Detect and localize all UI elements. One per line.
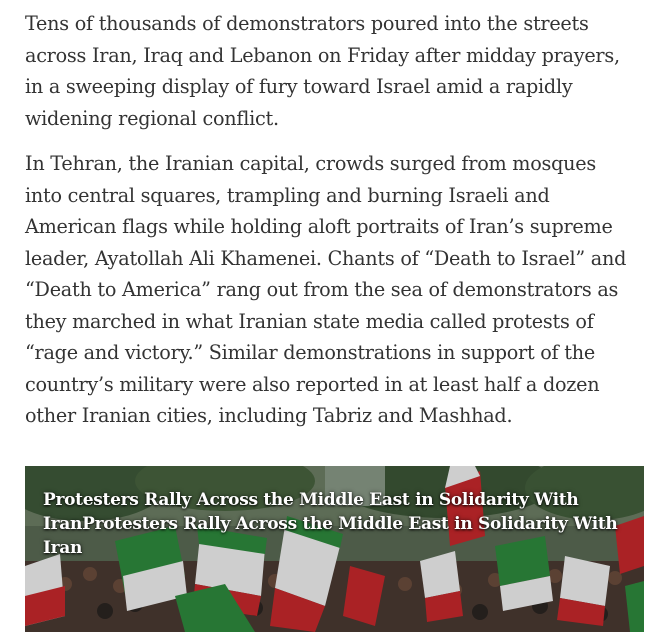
photo-caption-line: Iran [43,538,83,558]
photo-caption-line: IranProtesters Rally Across the Middle East in Solidarity With [43,514,618,534]
photo-caption[interactable] [43,488,633,560]
article-body [25,8,637,446]
article-paragraph: Tens of thousands of demonstrators poured into the streets across Iran, Iraq and Lebanon on Friday after midday prayers, in a sweeping display of fury toward Israel amid a rapidly widening regional conflict. [25,12,620,130]
article-photo-link[interactable] [25,466,644,632]
article-paragraph: In Tehran, the Iranian capital, crowds surged from mosques into central squares, trampling and burning Israeli and American flags while holding aloft portraits of Iran’s supreme leader, Ayatollah Ali Khamenei. Chants of “Death to Israel” and “Death to America” rang out from the sea of demonstrators as they marched in what Iranian state media called protests of “rage and victory.” Similar demonstrations in support of the country’s military were also reported in at least half a dozen other Iranian cities, including Tabriz and Mashhad. [25,152,627,427]
photo-caption-line: Protesters Rally Across the Middle East in Solidarity With [43,490,579,510]
